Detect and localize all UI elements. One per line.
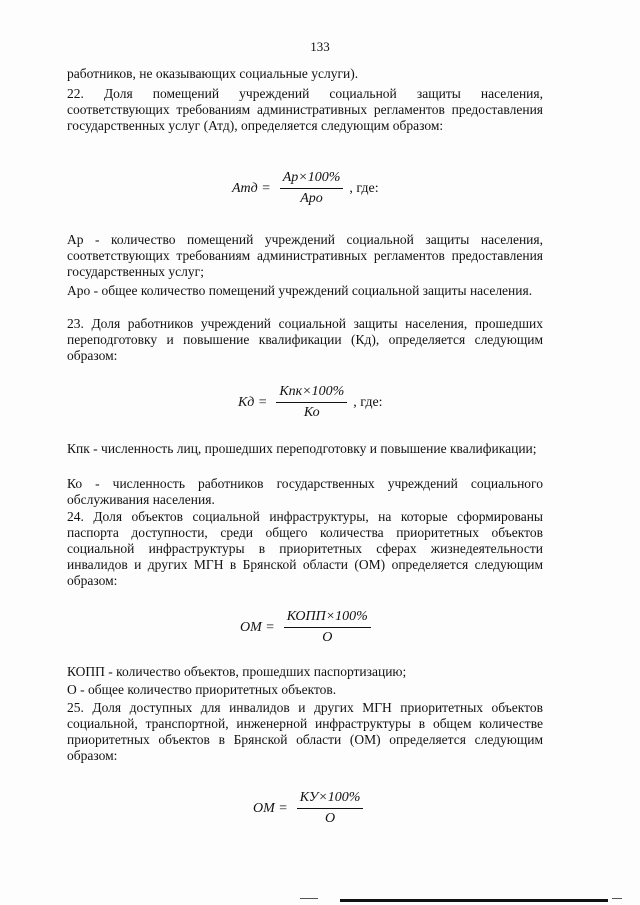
- paragraph-22: 22. Доля помещений учреждений социальной защиты населения, соответствующих требованиям административных регламентов предоставления государственных услуг (Атд), определяется следующим образом:: [67, 86, 543, 133]
- footer-rule: [340, 899, 608, 902]
- footer-dash-right: [612, 898, 622, 899]
- definition-kpk: Кпк - численность лиц, прошедших переподготовку и повышение квалификации;: [67, 441, 537, 456]
- definition-ar: Ар - количество помещений учреждений социальной защиты населения, соответствующих требованиям административных регламентов предоставления государственных услуг;: [67, 232, 543, 279]
- page-number: 133: [310, 39, 330, 54]
- formula-om-accessible-denominator: О: [325, 811, 336, 826]
- definition-o: О - общее количество приоритетных объектов.: [67, 682, 337, 697]
- formula-atd-suffix: , где:: [349, 180, 379, 196]
- formula-atd-denominator: Аро: [300, 191, 323, 206]
- formula-kd-denominator: Ко: [303, 405, 320, 420]
- formula-atd-numerator: Ар×100%: [280, 170, 344, 189]
- formula-om-passports-lhs: ОМ =: [240, 619, 275, 635]
- formula-om-accessible-numerator: КУ×100%: [297, 790, 364, 809]
- formula-om-passports-fraction: [284, 609, 371, 646]
- formula-om-passports: [240, 609, 375, 646]
- intro-line: работников, не оказывающих социальные услуги).: [67, 66, 359, 81]
- footer-dash-left: [300, 898, 318, 899]
- definition-ko: Ко - численность работников государственных учреждений социального обслуживания населения.: [67, 476, 543, 507]
- definition-kopp: КОПП - количество объектов, прошедших паспортизацию;: [67, 664, 407, 679]
- formula-om-passports-denominator: О: [322, 630, 333, 645]
- formula-kd-suffix: , где:: [353, 394, 383, 410]
- formula-kd-lhs: Кд =: [238, 394, 268, 410]
- formula-om-accessible-fraction: [297, 790, 364, 827]
- paragraph-23: 23. Доля работников учреждений социальной защиты населения, прошедших переподготовку и повышение квалификации (Кд), определяется следующим образом:: [67, 316, 543, 363]
- formula-om-accessible-lhs: ОМ =: [253, 800, 288, 816]
- formula-kd-fraction: [276, 384, 347, 421]
- formula-atd-lhs: Атд =: [232, 180, 271, 196]
- formula-kd-numerator: Кпк×100%: [276, 384, 347, 403]
- paragraph-25: 25. Доля доступных для инвалидов и других МГН приоритетных объектов социальной, транспортной, инженерной инфраструктуры в общем количестве приоритетных объектов в Брянской области (ОМ) определяется следующим образом:: [67, 700, 543, 763]
- formula-kd: [238, 384, 383, 421]
- formula-om-accessible: [253, 790, 367, 827]
- paragraph-24: 24. Доля объектов социальной инфраструктуры, на которые сформированы паспорта доступности, среди общего количества приоритетных объектов социальной инфраструктуры в приоритетных сферах жизнедеятельности инвалидов и других МГН в Брянской области (ОМ) определяется следующим образом:: [67, 509, 543, 588]
- formula-atd: [232, 170, 379, 207]
- formula-atd-fraction: [280, 170, 344, 207]
- definition-aro: Аро - общее количество помещений учреждений социальной защиты населения.: [67, 283, 533, 298]
- formula-om-passports-numerator: КОПП×100%: [284, 609, 371, 628]
